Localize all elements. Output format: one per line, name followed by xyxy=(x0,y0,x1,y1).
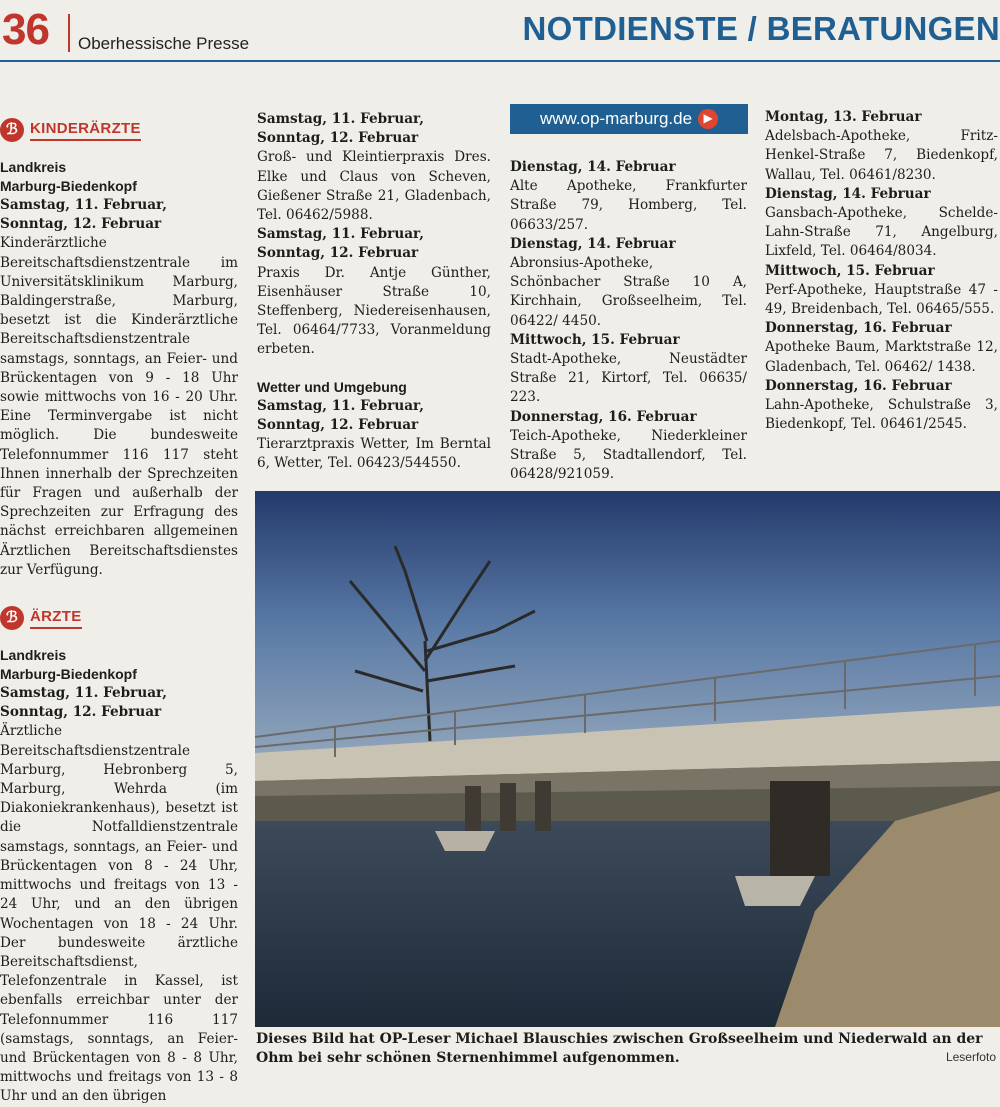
heading-label: ÄRZTE xyxy=(30,607,82,629)
heading-kinderaerzte xyxy=(0,118,238,142)
date-line: Sonntag, 12. Februar xyxy=(257,416,419,433)
date-line: Sonntag, 12. Februar xyxy=(0,216,162,233)
body-text: Apotheke Baum, Marktstraße 12, Gladenbach, Tel. 06462/ 1438. xyxy=(765,339,998,375)
body-text: Kinderärztliche Bereitschaftsdienstzentrale im Universitätsklinikum Marburg, Baldingerstraße, Marburg, besetzt ist die Kinderärztliche Bereitschaftsdienstzentrale samstags, sonntags, an Feier- und Brückentagen von 9 - 18 Uhr sowie mittwochs von 16 - 20 Uhr. Eine Terminvergabe ist nicht möglich. Die bundesweite Telefonnummer 116 117 steht Ihnen innerhalb der Sprechzeiten für Fragen und außerhalb der Sprechzeiten zur Erfragung des nächst erreichbaren allgemeinen Ärztlichen Bereitschaftsdienstes zur Verfügung. xyxy=(0,235,238,578)
column-tieraerzte xyxy=(257,110,491,473)
region-line: Landkreis xyxy=(0,159,67,175)
body-text: Abronsius-Apotheke, Schönbacher Straße 10 A, Kirchhain, Großseelheim, Tel. 06422/ 4450. xyxy=(510,255,747,329)
column-kinderaerzte xyxy=(0,118,238,1107)
page-number-divider xyxy=(68,14,70,52)
photo-caption: Dieses Bild hat OP-Leser Michael Blauschies zwischen Großseelheim und Niederwald an der Ohm bei sehr schönen Sternenhimmel aufgenommen. xyxy=(256,1031,983,1066)
body-text: Groß- und Kleintierpraxis Dres. Elke und Claus von Scheven, Gießener Straße 21, Gladenbach, Tel. 06462/5988. xyxy=(257,149,491,224)
date-line: Dienstag, 14. Februar xyxy=(510,235,676,252)
arrow-right-icon: ▶ xyxy=(698,109,718,129)
column-apotheken-2 xyxy=(765,108,998,434)
date-line: Sonntag, 12. Februar xyxy=(257,130,419,147)
column-apotheken-1 xyxy=(510,104,747,484)
header-rule xyxy=(0,60,1000,62)
date-line: Samstag, 11. Februar, xyxy=(257,111,424,127)
region-line: Landkreis xyxy=(0,647,67,664)
region-line: Marburg-Biedenkopf xyxy=(0,178,137,194)
body-text: Ärztliche Bereitschaftsdienstzentrale Marburg, Hebronberg 5, Marburg, Wehrda (im Diakoniekrankenhaus), besetzt ist die Notfalldienstzentrale samstags, sonntags, an Feier- und Brückentagen von 8 - 24 Uhr, mittwochs und freitags von 13 - 24 Uhr, und an den übrigen Wochentagen von 18 - 24 Uhr. Der bundesweite ärztliche Bereitschaftsdienst, Telefonzentrale in Kassel, ist ebenfalls erreichbar unter der Telefonnummer 116 117 (samstags, sonntags, an Feier- und Brückentagen von 8 - 8 Uhr, mittwochs und freitags von 13 - 8 Uhr und an den übrigen xyxy=(0,723,238,1105)
date-line: Sonntag, 12. Februar xyxy=(257,245,419,262)
date-line: Mittwoch, 15. Februar xyxy=(510,331,680,348)
region-line: Marburg-Biedenkopf xyxy=(0,666,137,683)
medical-service-icon: ℬ xyxy=(0,118,24,142)
date-line: Donnerstag, 16. Februar xyxy=(765,320,952,337)
date-line: Donnerstag, 16. Februar xyxy=(510,408,697,425)
page-number: 36 xyxy=(2,5,49,54)
body-text: Lahn-Apotheke, Schulstraße 3, Biedenkopf, Tel. 06461/2545. xyxy=(765,397,998,433)
date-line: Samstag, 11. Februar, xyxy=(0,197,167,213)
bridge-photo xyxy=(255,491,1000,1027)
date-line: Mittwoch, 15. Februar xyxy=(765,262,935,279)
date-line: Samstag, 11. Februar, xyxy=(257,226,424,243)
publication-name: Oberhessische Presse xyxy=(78,34,250,53)
date-line: Montag, 13. Februar xyxy=(765,109,922,125)
date-line: Samstag, 11. Februar, xyxy=(0,685,167,702)
date-line: Dienstag, 14. Februar xyxy=(765,185,931,202)
heading-aerzte xyxy=(0,606,238,630)
website-banner[interactable] xyxy=(510,104,748,134)
subheading-wetter: Wetter und Umgebung xyxy=(257,378,407,395)
body-text: Alte Apotheke, Frankfurter Straße 79, Homberg, Tel. 06633/257. xyxy=(510,178,747,233)
date-line: Dienstag, 14. Februar xyxy=(510,159,676,175)
body-text: Adelsbach-Apotheke, Fritz-Henkel-Straße 7, Biedenkopf, Wallau, Tel. 06461/8230. xyxy=(765,128,998,183)
bridge-photo-illustration xyxy=(255,491,1000,1027)
date-line: Sonntag, 12. Februar xyxy=(0,704,162,721)
section-title: NOTDIENSTE / BERATUNGEN xyxy=(522,10,1000,47)
body-text: Perf-Apotheke, Hauptstraße 47 - 49, Breidenbach, Tel. 06465/555. xyxy=(765,281,998,318)
body-text: Tierarztpraxis Wetter, Im Berntal 6, Wetter, Tel. 06423/544550. xyxy=(257,436,491,472)
body-text: Praxis Dr. Antje Günther, Eisenhäuser Straße 10, Steffenberg, Niedereisenhausen, Tel. 06464/7733, Voranmeldung erbeten. xyxy=(257,264,491,358)
body-text: Gansbach-Apotheke, Schelde-Lahn-Straße 71, Angelburg, Lixfeld, Tel. 06464/8034. xyxy=(765,205,998,260)
body-text: Teich-Apotheke, Niederkleiner Straße 5, Stadtallendorf, Tel. 06428/921059. xyxy=(510,427,747,483)
page-header xyxy=(0,0,1000,62)
website-url[interactable]: www.op-marburg.de xyxy=(539,109,693,129)
heading-label: KINDERÄRZTE xyxy=(30,119,141,141)
medical-service-icon: ℬ xyxy=(0,606,24,630)
photo-credit: Leserfoto xyxy=(945,1050,996,1064)
date-line: Donnerstag, 16. Februar xyxy=(765,377,952,394)
date-line: Samstag, 11. Februar, xyxy=(257,397,424,414)
body-text: Stadt-Apotheke, Neustädter Straße 21, Kirtorf, Tel. 06635/ 223. xyxy=(510,351,747,406)
